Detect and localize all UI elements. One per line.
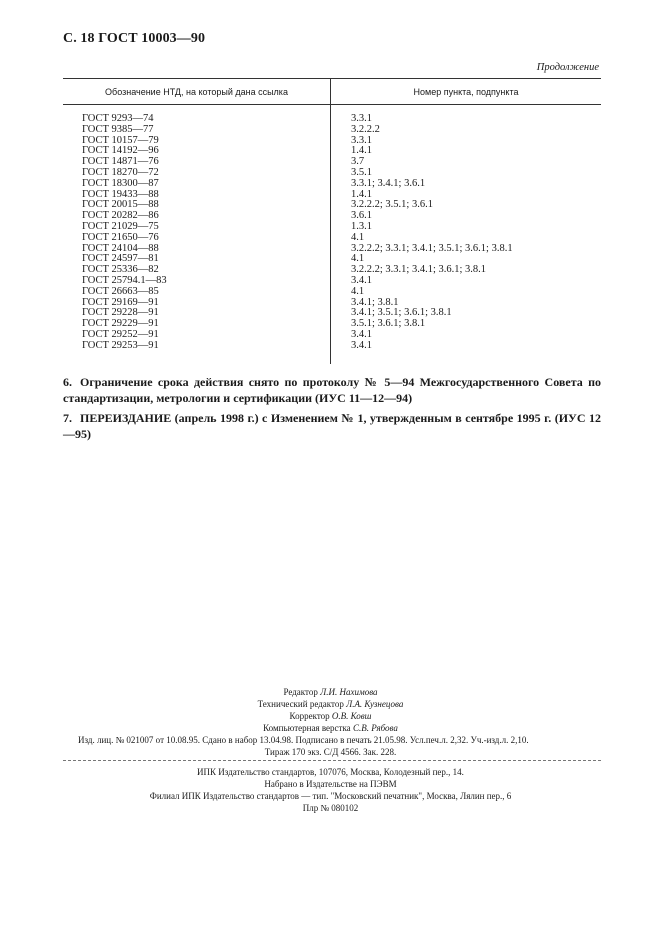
reference-table: [63, 78, 601, 364]
table-cell-clause: 1.4.1: [351, 145, 372, 157]
table-cell-clause: 3.3.1: [351, 134, 372, 146]
imprint-tech-editor: [0, 698, 661, 710]
typeset-note: Набрано в Издательстве на ПЭВМ: [264, 779, 397, 789]
note-number: 7.: [63, 411, 72, 425]
continuation-label: Продолжение: [536, 62, 599, 73]
staff-role: Редактор: [283, 687, 318, 697]
table-cell-clause: 1.3.1: [351, 220, 372, 232]
table-cell-standard: ГОСТ 25794.1—83: [82, 274, 167, 286]
license-number: Плр № 080102: [302, 803, 359, 813]
imprint-corrector: [0, 710, 661, 722]
table-cell-standard: ГОСТ 26663—85: [82, 285, 159, 297]
imprint-editor: [0, 686, 661, 698]
table-cell-clause: 3.3.1: [351, 113, 372, 124]
table-cell-standard: ГОСТ 21650—76: [82, 231, 159, 243]
table-cell-clause: 1.4.1: [351, 188, 372, 200]
table-cell-clause: 3.5.1: [351, 166, 372, 178]
table-cell-standard: ГОСТ 24597—81: [82, 253, 159, 265]
imprint-layout: [0, 722, 661, 734]
note-text: ПЕРЕИЗДАНИЕ (апрель 1998 г.) с Изменением № 1, утвержденным в сентябре 1995 г. (ИУС 12—95): [63, 411, 601, 441]
table-cell-clause: 3.4.1; 3.8.1: [351, 296, 399, 308]
note-text: Ограничение срока действия снято по протоколу № 5—94 Межгосударственного Совета по стандартизации, метрологии и сертификации (ИУС 11—12—94): [63, 375, 601, 405]
table-cell-standard: ГОСТ 19433—88: [82, 188, 159, 200]
publishing-details: Изд. лиц. № 021007 от 10.08.95. Сдано в набор 13.04.98. Подписано в печать 21.05.98. Усл.печ.л. 2,32. Уч.-изд.л. 2,10.: [78, 735, 529, 745]
table-cell-standard: ГОСТ 10157—79: [82, 134, 159, 146]
table-cell-clause: 3.2.2.2; 3.5.1; 3.6.1: [351, 199, 433, 211]
staff-name: Л.И. Нахимова: [320, 687, 378, 697]
staff-name: Л.А. Кузнецова: [346, 699, 404, 709]
table-cell-clause: 3.2.2.2; 3.3.1; 3.4.1; 3.6.1; 3.8.1: [351, 264, 487, 276]
table-cell-standard: ГОСТ 24104—88: [82, 242, 159, 254]
table-cell-clause: 3.6.1: [351, 210, 372, 222]
table-header-rule: [63, 104, 601, 105]
table-cell-standard: ГОСТ 18300—87: [82, 177, 159, 189]
table-cell-standard: ГОСТ 29229—91: [82, 318, 159, 330]
column-header-clause: Номер пункта, подпункта: [413, 87, 519, 97]
table-cell-clause: 3.4.1; 3.5.1; 3.6.1; 3.8.1: [351, 307, 452, 319]
imprint-divider: [63, 760, 601, 761]
table-cell-clause: 4.1: [351, 231, 365, 243]
table-cell-clause: 4.1: [351, 285, 365, 297]
table-cell-standard: ГОСТ 20282—86: [82, 210, 159, 222]
staff-role: Компьютерная верстка: [263, 723, 351, 733]
table-cell-clause: 3.4.1: [351, 274, 372, 286]
staff-name: С.В. Рябова: [352, 723, 398, 733]
table-cell-standard: ГОСТ 18270—72: [82, 166, 159, 178]
table-cell-standard: ГОСТ 9293—74: [82, 113, 154, 124]
table-cell-clause: 3.3.1; 3.4.1; 3.6.1: [351, 177, 426, 189]
staff-name: О.В. Ковш: [331, 711, 372, 721]
table-cell-standard: ГОСТ 29169—91: [82, 296, 159, 308]
table-cell-standard: ГОСТ 14871—76: [82, 156, 159, 168]
table-cell-standard: ГОСТ 14192—96: [82, 145, 159, 157]
column-header-standard: Обозначение НТД, на который дана ссылка: [105, 87, 288, 97]
staff-role: Корректор: [289, 711, 330, 721]
printer-address: Филиал ИПК Издательство стандартов — тип. "Московский печатник", Москва, Лялин пер., 6: [149, 791, 512, 801]
table-cell-standard: ГОСТ 20015—88: [82, 199, 159, 211]
print-run: Тираж 170 экз. С/Д 4566. Зак. 228.: [264, 747, 397, 757]
table-cell-standard: ГОСТ 21029—75: [82, 220, 159, 232]
table-cell-clause: 3.2.2.2: [351, 123, 380, 135]
table-cell-clause: 3.2.2.2; 3.3.1; 3.4.1; 3.5.1; 3.6.1; 3.8.1: [351, 242, 513, 254]
table-cell-clause: 3.5.1; 3.6.1; 3.8.1: [351, 318, 426, 330]
note-6: [63, 375, 601, 406]
note-number: 6.: [63, 375, 72, 389]
publisher-address: ИПК Издательство стандартов, 107076, Москва, Колодезный пер., 14.: [197, 767, 464, 777]
table-cell-clause: 3.7: [351, 156, 365, 168]
clauses-column: [351, 114, 513, 352]
table-cell-standard: ГОСТ 29252—91: [82, 328, 159, 340]
staff-role: Технический редактор: [257, 699, 344, 709]
table-cell-standard: ГОСТ 29253—91: [82, 339, 159, 351]
table-cell-clause: 3.4.1: [351, 339, 372, 351]
table-cell-clause: 4.1: [351, 253, 365, 265]
table-top-rule: [63, 78, 601, 79]
note-7: [63, 411, 601, 442]
table-cell-standard: ГОСТ 29228—91: [82, 307, 159, 319]
table-cell-standard: ГОСТ 25336—82: [82, 264, 159, 276]
page-header: С. 18 ГОСТ 10003—90: [63, 31, 206, 46]
standards-column: [82, 114, 167, 352]
table-cell-standard: ГОСТ 9385—77: [82, 123, 154, 135]
table-column-divider: [330, 78, 331, 364]
table-cell-clause: 3.4.1: [351, 328, 372, 340]
